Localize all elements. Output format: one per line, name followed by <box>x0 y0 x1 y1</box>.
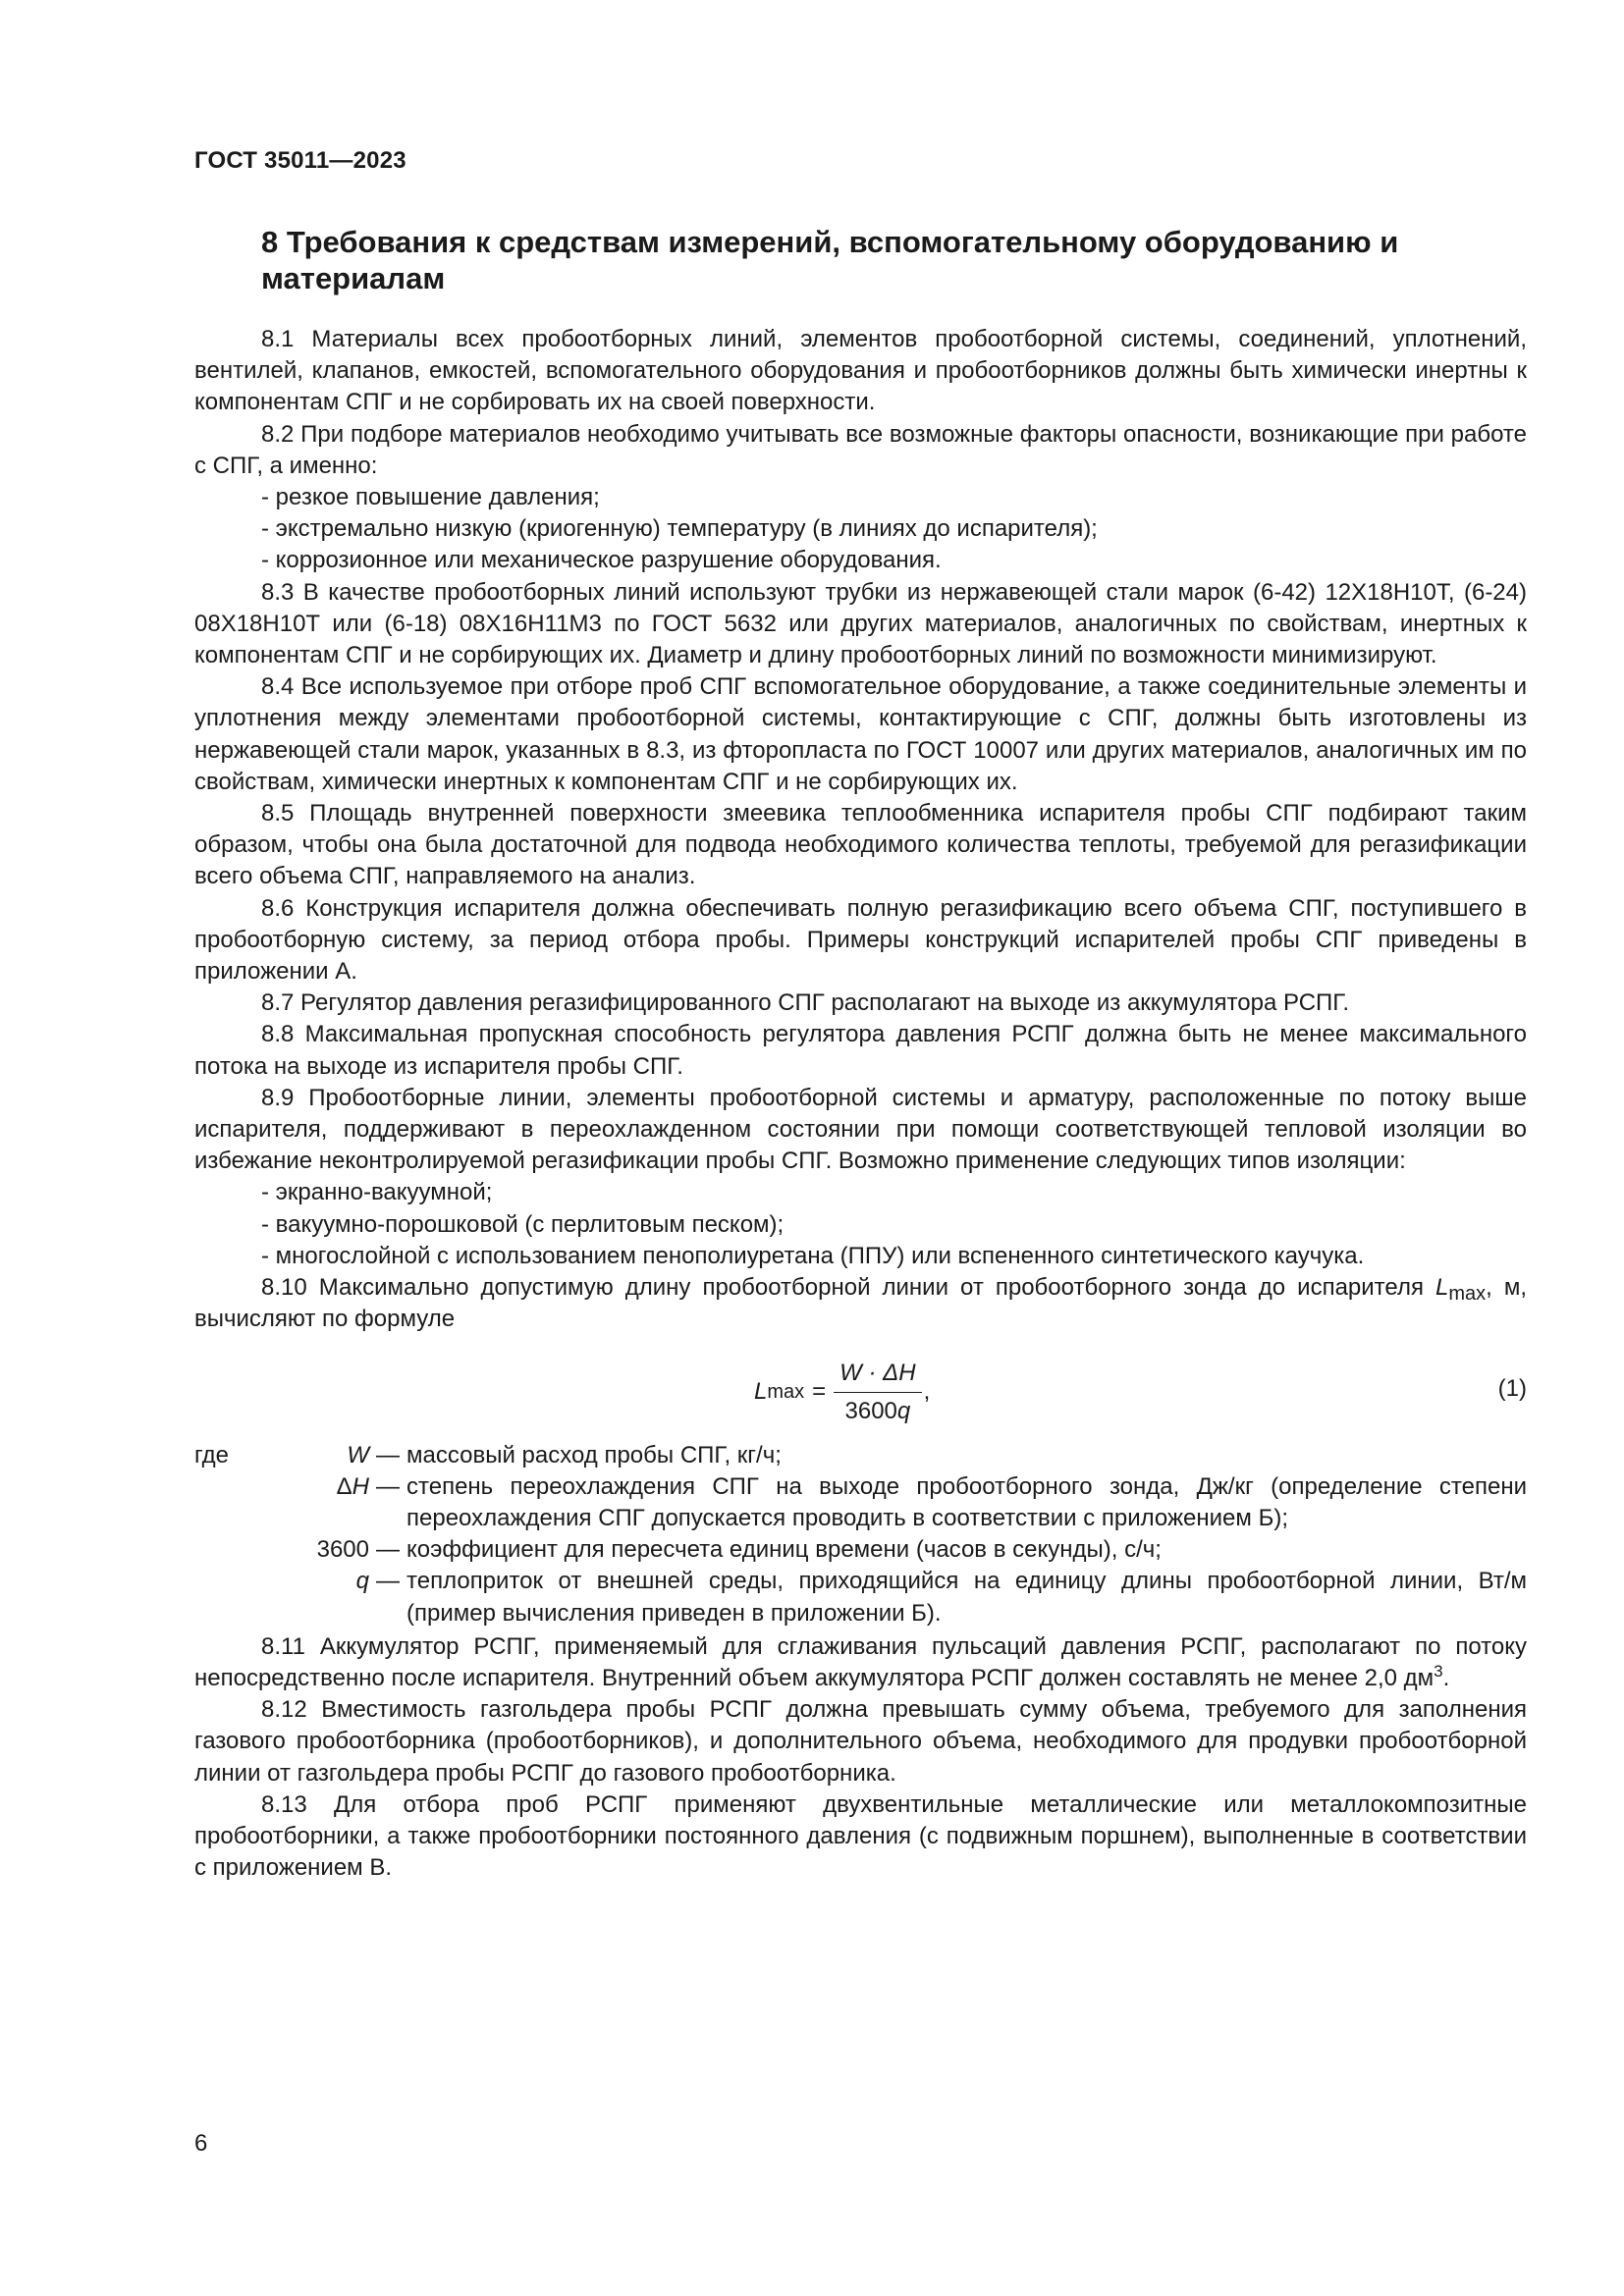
paragraph-8-11-end: . <box>1442 1664 1450 1691</box>
section-title: 8 Требования к средствам измерений, вспомогательному оборудованию и материалам <box>261 225 1399 295</box>
symbol-w: W <box>347 1441 369 1468</box>
definition-symbol <box>251 1566 369 1597</box>
definition-row <box>194 1471 1527 1534</box>
formula-denominator-number: 3600 <box>844 1397 897 1424</box>
paragraph-8-8: 8.8 Максимальная пропускная способность регулятора давления РСПГ должна быть не менее максимального потока на выходе из испарителя пробы СПГ. <box>194 1021 1527 1080</box>
definition-row <box>194 1566 1527 1629</box>
definition-text: теплоприток от внешней среды, приходящийся на единицу длины пробоотборной линии, Вт/м (пример вычисления приведен в приложении Б). <box>406 1568 1527 1627</box>
cubic-superscript: 3 <box>1434 1661 1443 1681</box>
symbol-delta: Δ <box>336 1472 352 1500</box>
l-max-symbol: L <box>1435 1274 1449 1302</box>
list-item: - коррозионное или механическое разрушение оборудования. <box>261 547 942 574</box>
paragraph-8-5: 8.5 Площадь внутренней поверхности змеевика теплообменника испарителя пробы СПГ подбирают таким образом, чтобы она была достаточной для подвода необходимого количества теплоты, требуемой для регазификации всего объема СПГ, направляемого на анализ. <box>194 800 1527 890</box>
formula-denominator <box>839 1393 917 1427</box>
list-item: - вакуумно-порошковой (с перлитовым песком); <box>261 1210 785 1238</box>
paragraph-8-2: 8.2 При подборе материалов необходимо учитывать все возможные факторы опасности, возникающие при работе с СПГ, а именно: <box>194 420 1527 479</box>
definition-text: степень переохлаждения СПГ на выходе пробоотборного зонда, Дж/кг (определение степени переохлаждения СПГ допускается проводить в соответствии с приложением Б); <box>406 1472 1527 1531</box>
paragraph-8-13: 8.13 Для отбора проб РСПГ применяют двухвентильные металлические или металлокомпозитные пробоотборники, а также пробоотборники постоянного давления (с подвижным поршнем), выполненные в соответствии с приложением В. <box>194 1790 1527 1882</box>
definition-text: массовый расход пробы СПГ, кг/ч; <box>406 1441 782 1468</box>
formula-fraction <box>834 1358 921 1427</box>
formula-numerator-text: W · ΔH <box>839 1359 916 1386</box>
paragraph-8-1: 8.1 Материалы всех пробоотборных линий, элементов пробоотборной системы, соединений, уплотнений, вентилей, клапанов, емкостей, вспомогательного оборудования и пробоотборников должны быть химически инертны к компонентам СПГ и не сорбировать их на своей поверхности. <box>194 326 1527 416</box>
definition-row <box>194 1534 1527 1566</box>
list-item: - многослойной с использованием пенополиуретана (ППУ) или вспененного синтетического каучука. <box>261 1242 1365 1269</box>
formula-equals: = <box>812 1378 827 1406</box>
document-code: ГОСТ 35011—2023 <box>194 147 406 174</box>
paragraph-8-7: 8.7 Регулятор давления регазифицированного СПГ располагают на выходе из аккумулятора РСПГ. <box>261 989 1350 1017</box>
definition-text: коэффициент для пересчета единиц времени (часов в секунды), с/ч; <box>406 1536 1162 1564</box>
list-item: - экранно-вакуумной; <box>261 1179 493 1206</box>
symbol-h: H <box>352 1472 369 1500</box>
paragraph-8-12: 8.12 Вместимость газгольдера пробы РСПГ должна превышать сумму объема, требуемого для заполнения газового пробоотборника (пробоотборников), и дополнительного объема, необходимого для продувки пробоотборной линии от газгольдера пробы РСПГ до газового пробоотборника. <box>194 1696 1527 1787</box>
paragraph-8-11 <box>194 1631 1527 1694</box>
formula-comma: , <box>923 1378 931 1406</box>
page-number: 6 <box>194 2130 208 2157</box>
paragraph-8-3: 8.3 В качестве пробоотборных линий используют трубки из нержавеющей стали марок (6-42) 12Х18Н10Т, (6-24) 08Х18Н10Т или (6-18) 08Х16Н11М3 по ГОСТ 5632 или других материалов, аналогичных по свойствам, инертных к компонентам СПГ и не сорбирующих их. Диаметр и длину пробоотборных линий по возможности минимизируют. <box>194 578 1527 669</box>
definition-dash: — <box>376 1568 400 1595</box>
formula-block <box>194 1342 1527 1436</box>
paragraph-8-11-text: 8.11 Аккумулятор РСПГ, применяемый для сглаживания пульсаций давления РСПГ, располагают по потоку непосредственно после испарителя. Внутренний объем аккумулятора РСПГ должен составлять не менее 2,0 дм <box>194 1632 1527 1691</box>
formula-lhs-symbol: L <box>754 1378 768 1406</box>
definition-dash: — <box>376 1441 400 1468</box>
list-item: - резкое повышение давления; <box>261 484 600 511</box>
list-item: - экстремально низкую (криогенную) температуру (в линиях до испарителя); <box>261 515 1098 543</box>
formula-1: L max = $\frac{W \cdot \Delta H}{3600q}$ , <box>754 1358 930 1427</box>
definition-dash: — <box>376 1472 400 1500</box>
paragraph-8-10-text-b: , м, вычисляют по формуле <box>194 1274 1527 1333</box>
paragraph-8-10 <box>194 1272 1527 1335</box>
definition-row <box>194 1440 1527 1471</box>
definition-dash: — <box>376 1536 400 1564</box>
paragraph-8-9: 8.9 Пробоотборные линии, элементы пробоотборной системы и арматуру, расположенные по потоку выше испарителя, поддерживают в переохлажденном состоянии при помощи соответствующей тепловой изоляции во избежание неконтролируемой регазификации пробы СПГ. Возможно применение следующих типов изоляции: <box>194 1084 1527 1175</box>
symbol-q: q <box>355 1568 369 1595</box>
paragraph-8-10-text-a: 8.10 Максимально допустимую длину пробоотборной линии от пробоотборного зонда до испарителя <box>261 1274 1435 1302</box>
definitions-list <box>194 1440 1527 1629</box>
definition-symbol <box>251 1440 369 1471</box>
l-max-subscript: max <box>1448 1283 1487 1306</box>
document-body <box>194 324 1527 1884</box>
formula-denominator-symbol: q <box>896 1397 911 1424</box>
formula-numerator <box>834 1358 921 1393</box>
where-label: где <box>194 1441 230 1468</box>
paragraph-8-4: 8.4 Все используемое при отборе проб СПГ вспомогательное оборудование, а также соединительные элементы и уплотнения между элементами пробоотборной системы, контактирующие с СПГ, должны быть изготовлены из нержавеющей стали марок, указанных в 8.3, из фторопласта по ГОСТ 10007 или других материалов, аналогичных им по свойствам, химически инертных к компонентам СПГ и не сорбирующих их. <box>194 673 1527 795</box>
definition-symbol: 3600 <box>316 1536 369 1564</box>
formula-number: (1) <box>1497 1374 1527 1402</box>
definition-symbol <box>251 1471 369 1503</box>
paragraph-8-6: 8.6 Конструкция испарителя должна обеспечивать полную регазификацию всего объема СПГ, поступившего в пробоотборную систему, за период отбора пробы. Примеры конструкций испарителей пробы СПГ приведены в приложении А. <box>194 894 1527 986</box>
